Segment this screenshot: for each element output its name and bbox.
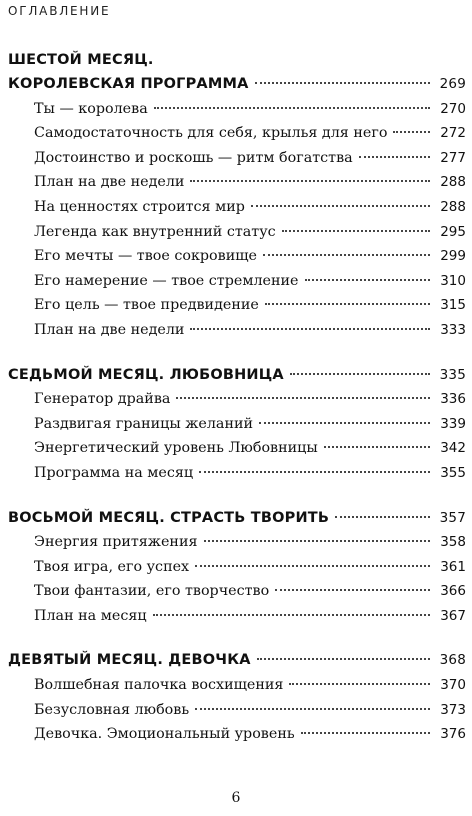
entry-title: Волшебная палочка восхищения bbox=[34, 677, 284, 694]
dot-leader bbox=[204, 540, 431, 542]
page-number: 335 bbox=[439, 366, 466, 383]
page-number: 277 bbox=[440, 149, 466, 166]
dot-leader bbox=[255, 82, 430, 84]
section-heading-row[interactable] bbox=[8, 363, 466, 388]
dot-leader bbox=[195, 708, 430, 710]
entry-title: Девочка. Эмоциональный уровень bbox=[34, 726, 295, 743]
toc-entry[interactable] bbox=[8, 195, 466, 220]
dot-leader bbox=[251, 205, 430, 207]
toc-entry[interactable] bbox=[8, 579, 466, 604]
entry-title: План на месяц bbox=[34, 607, 147, 624]
section-heading-row[interactable] bbox=[8, 506, 466, 531]
page-number: 376 bbox=[440, 726, 466, 743]
dot-leader bbox=[190, 328, 430, 330]
toc-entry[interactable] bbox=[8, 121, 466, 146]
page-number: 339 bbox=[440, 415, 466, 432]
dot-leader bbox=[257, 658, 430, 660]
toc-entry[interactable] bbox=[8, 318, 466, 343]
page-number: 310 bbox=[440, 272, 466, 289]
page-number: 370 bbox=[440, 677, 466, 694]
entry-title: Твои фантазии, его творчество bbox=[34, 583, 270, 600]
toc-entry[interactable] bbox=[8, 604, 466, 629]
section-heading-row[interactable] bbox=[8, 72, 466, 97]
page-number: 342 bbox=[440, 440, 466, 457]
dot-leader bbox=[195, 565, 430, 567]
dot-leader bbox=[275, 589, 430, 591]
entry-title: Твоя игра, его успех bbox=[34, 558, 190, 575]
toc-section-8 bbox=[8, 506, 466, 629]
section-heading-row[interactable] bbox=[8, 648, 466, 673]
page-number: 272 bbox=[440, 125, 466, 142]
dot-leader bbox=[282, 230, 430, 232]
dot-leader bbox=[289, 683, 430, 685]
entry-title: Безусловная любовь bbox=[34, 701, 190, 718]
page-number: 367 bbox=[440, 607, 466, 624]
entry-title: Генератор драйва bbox=[34, 391, 171, 408]
toc-entry[interactable] bbox=[8, 293, 466, 318]
dot-leader bbox=[305, 279, 430, 281]
toc-entry[interactable] bbox=[8, 220, 466, 245]
dot-leader bbox=[265, 303, 430, 305]
dot-leader bbox=[199, 471, 430, 473]
dot-leader bbox=[190, 180, 430, 182]
page-number: 299 bbox=[440, 248, 466, 265]
section-title: ДЕВЯТЫЙ МЕСЯЦ. ДЕВОЧКА bbox=[8, 652, 251, 669]
dot-leader bbox=[301, 732, 430, 734]
toc-entry[interactable] bbox=[8, 170, 466, 195]
dot-leader bbox=[153, 614, 430, 616]
entry-title: Программа на месяц bbox=[34, 464, 194, 481]
entry-title: Самодостаточность для себя, крылья для него bbox=[34, 125, 388, 142]
dot-leader bbox=[393, 131, 430, 133]
running-head: ОГЛАВЛЕНИЕ bbox=[8, 4, 111, 18]
toc-entry[interactable] bbox=[8, 698, 466, 723]
dot-leader bbox=[263, 254, 430, 256]
toc-entry[interactable] bbox=[8, 269, 466, 294]
entry-title: План на две недели bbox=[34, 174, 185, 191]
table-of-contents bbox=[8, 48, 466, 767]
toc-entry[interactable] bbox=[8, 673, 466, 698]
dot-leader bbox=[324, 446, 430, 448]
entry-title: Легенда как внутренний статус bbox=[34, 223, 276, 240]
page-number: 336 bbox=[440, 391, 466, 408]
toc-entry[interactable] bbox=[8, 412, 466, 437]
page-folio: 6 bbox=[231, 790, 241, 806]
entry-title: Его мечты — твое сокровище bbox=[34, 248, 257, 265]
toc-entry[interactable] bbox=[8, 387, 466, 412]
dot-leader bbox=[359, 156, 430, 158]
dot-leader bbox=[176, 397, 430, 399]
entry-title: Энергия притяжения bbox=[34, 534, 198, 551]
page-number: 333 bbox=[440, 321, 466, 338]
page-number: 269 bbox=[439, 76, 466, 92]
toc-entry[interactable] bbox=[8, 436, 466, 461]
page-number: 368 bbox=[439, 652, 466, 669]
entry-title: Энергетический уровень Любовницы bbox=[34, 440, 318, 457]
toc-entry[interactable] bbox=[8, 146, 466, 171]
toc-entry[interactable] bbox=[8, 530, 466, 555]
section-title: СЕДЬМОЙ МЕСЯЦ. ЛЮБОВНИЦА bbox=[8, 366, 284, 383]
page-number: 373 bbox=[440, 701, 466, 718]
page-number: 366 bbox=[440, 583, 466, 600]
dot-leader bbox=[290, 373, 430, 375]
page-number: 357 bbox=[439, 509, 466, 526]
entry-title: План на две недели bbox=[34, 321, 185, 338]
toc-section-7 bbox=[8, 363, 466, 486]
section-title: ВОСЬМОЙ МЕСЯЦ. СТРАСТЬ ТВОРИТЬ bbox=[8, 509, 330, 526]
page-number: 270 bbox=[440, 100, 466, 117]
page-number: 295 bbox=[440, 223, 466, 240]
section-title: КОРОЛЕВСКАЯ ПРОГРАММА bbox=[8, 76, 249, 92]
entry-title: Раздвигая границы желаний bbox=[34, 415, 254, 432]
entry-title: Ты — королева bbox=[34, 100, 148, 117]
entry-title: Достоинство и роскошь — ритм богатства bbox=[34, 149, 353, 166]
section-title-line1[interactable]: ШЕСТОЙ МЕСЯЦ. bbox=[8, 52, 154, 68]
toc-entry[interactable] bbox=[8, 461, 466, 486]
toc-entry[interactable] bbox=[8, 244, 466, 269]
entry-title: На ценностях строится мир bbox=[34, 198, 245, 215]
dot-leader bbox=[335, 516, 430, 518]
toc-entry[interactable] bbox=[8, 97, 466, 122]
page-number: 288 bbox=[440, 198, 466, 215]
page-number: 361 bbox=[440, 558, 466, 575]
dot-leader bbox=[259, 422, 430, 424]
dot-leader bbox=[154, 107, 430, 109]
toc-section-6 bbox=[8, 48, 466, 343]
page-number: 315 bbox=[440, 297, 466, 314]
page-number: 288 bbox=[440, 174, 466, 191]
toc-entry[interactable] bbox=[8, 722, 466, 747]
entry-title: Его намерение — твое стремление bbox=[34, 272, 299, 289]
page-number: 355 bbox=[440, 464, 466, 481]
page-number: 358 bbox=[440, 534, 466, 551]
toc-section-9 bbox=[8, 648, 466, 746]
entry-title: Его цель — твое предвидение bbox=[34, 297, 259, 314]
toc-entry[interactable] bbox=[8, 555, 466, 580]
